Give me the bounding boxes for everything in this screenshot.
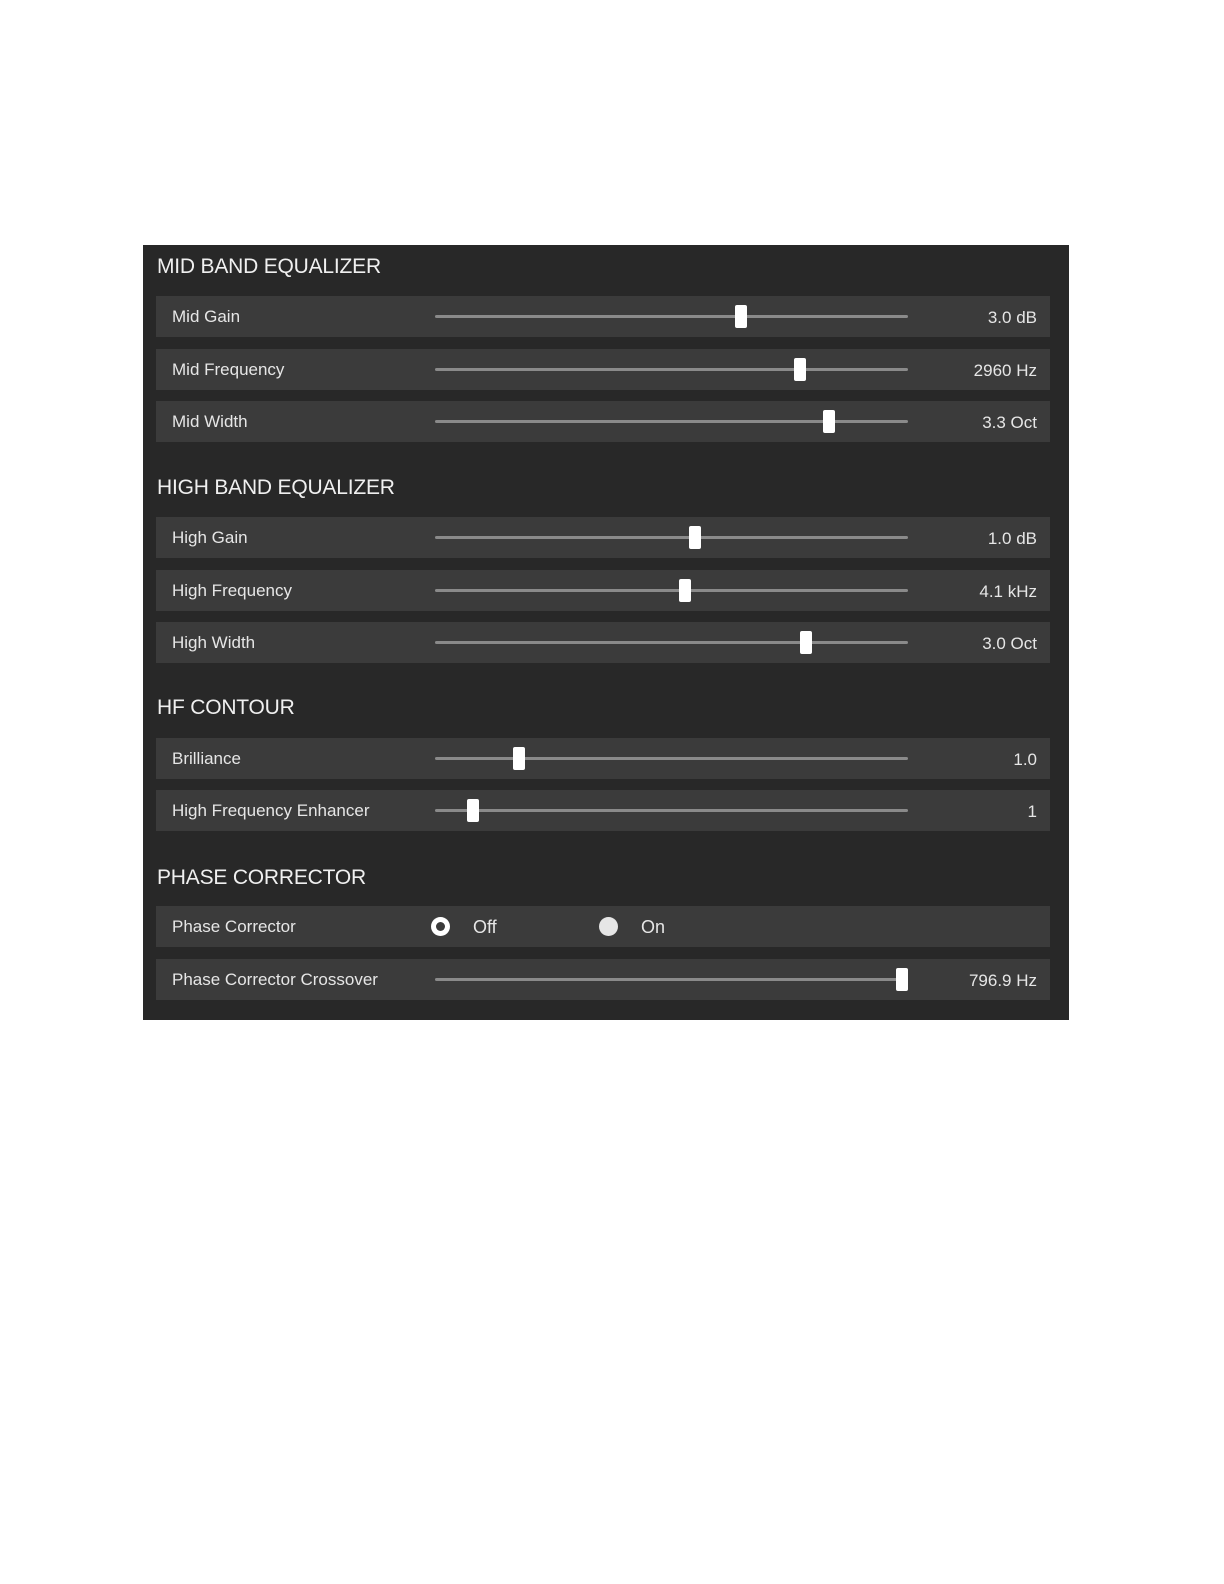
phase-corrector-crossover-value: 796.9 Hz xyxy=(968,971,1037,990)
high-width-slider[interactable] xyxy=(435,641,908,644)
high-gain-value: 1.0 dB xyxy=(987,529,1037,548)
phase-corrector-row xyxy=(156,906,1050,947)
phase-corrector-crossover-slider-thumb[interactable] xyxy=(896,968,908,991)
high-frequency-enhancer-slider-thumb[interactable] xyxy=(467,799,479,822)
mid-width-row xyxy=(156,401,1050,442)
phase-corrector-on-option[interactable] xyxy=(599,906,665,947)
mid-frequency-slider[interactable] xyxy=(435,368,908,371)
phase-corrector-crossover-row xyxy=(156,959,1050,1000)
mid-frequency-label: Mid Frequency xyxy=(172,360,285,379)
brilliance-slider[interactable] xyxy=(435,757,908,760)
mid-gain-label: Mid Gain xyxy=(172,307,241,326)
high-frequency-row xyxy=(156,570,1050,611)
mid-frequency-value: 2960 Hz xyxy=(973,361,1037,380)
mid-frequency-row xyxy=(156,349,1050,390)
high-frequency-enhancer-slider[interactable] xyxy=(435,809,908,812)
high-width-label: High Width xyxy=(172,633,256,652)
mid-gain-value: 3.0 dB xyxy=(987,308,1037,327)
high-band-equalizer-title: HIGH BAND EQUALIZER xyxy=(157,476,395,499)
mid-width-label: Mid Width xyxy=(172,412,248,431)
mid-gain-slider[interactable] xyxy=(435,315,908,318)
high-frequency-enhancer-label: High Frequency Enhancer xyxy=(172,801,370,820)
high-gain-label: High Gain xyxy=(172,528,248,547)
phase-corrector-on-label[interactable]: On xyxy=(641,917,666,937)
phase-corrector-off-label[interactable]: Off xyxy=(473,917,497,937)
hf-contour-title: HF CONTOUR xyxy=(157,696,295,719)
high-width-value: 3.0 Oct xyxy=(982,634,1037,653)
phase-corrector-crossover-slider[interactable] xyxy=(435,978,908,981)
high-gain-slider[interactable] xyxy=(435,536,908,539)
phase-corrector-off-radio[interactable] xyxy=(431,917,450,936)
brilliance-row xyxy=(156,738,1050,779)
phase-corrector-on-radio[interactable] xyxy=(599,917,618,936)
high-frequency-slider[interactable] xyxy=(435,589,908,592)
mid-width-slider[interactable] xyxy=(435,420,908,423)
mid-gain-slider-thumb[interactable] xyxy=(735,305,747,328)
phase-corrector-crossover-label: Phase Corrector Crossover xyxy=(172,970,378,989)
phase-corrector-title: PHASE CORRECTOR xyxy=(157,866,366,889)
brilliance-label: Brilliance xyxy=(172,749,241,768)
mid-width-slider-thumb[interactable] xyxy=(823,410,835,433)
high-frequency-enhancer-row xyxy=(156,790,1050,831)
mid-gain-row xyxy=(156,296,1050,337)
high-frequency-label: High Frequency xyxy=(172,581,293,600)
mid-frequency-slider-thumb[interactable] xyxy=(794,358,806,381)
brilliance-value: 1.0 xyxy=(1013,750,1037,769)
phase-corrector-label: Phase Corrector xyxy=(172,917,296,936)
mid-width-value: 3.3 Oct xyxy=(982,413,1037,432)
high-frequency-value: 4.1 kHz xyxy=(979,582,1037,601)
audio-settings-panel xyxy=(143,245,1069,1020)
high-gain-slider-thumb[interactable] xyxy=(689,526,701,549)
high-frequency-slider-thumb[interactable] xyxy=(679,579,691,602)
phase-corrector-off-option[interactable] xyxy=(431,906,497,947)
mid-band-equalizer-title: MID BAND EQUALIZER xyxy=(157,255,381,278)
high-width-slider-thumb[interactable] xyxy=(800,631,812,654)
high-width-row xyxy=(156,622,1050,663)
high-frequency-enhancer-value: 1 xyxy=(1027,802,1037,821)
high-gain-row xyxy=(156,517,1050,558)
brilliance-slider-thumb[interactable] xyxy=(513,747,525,770)
